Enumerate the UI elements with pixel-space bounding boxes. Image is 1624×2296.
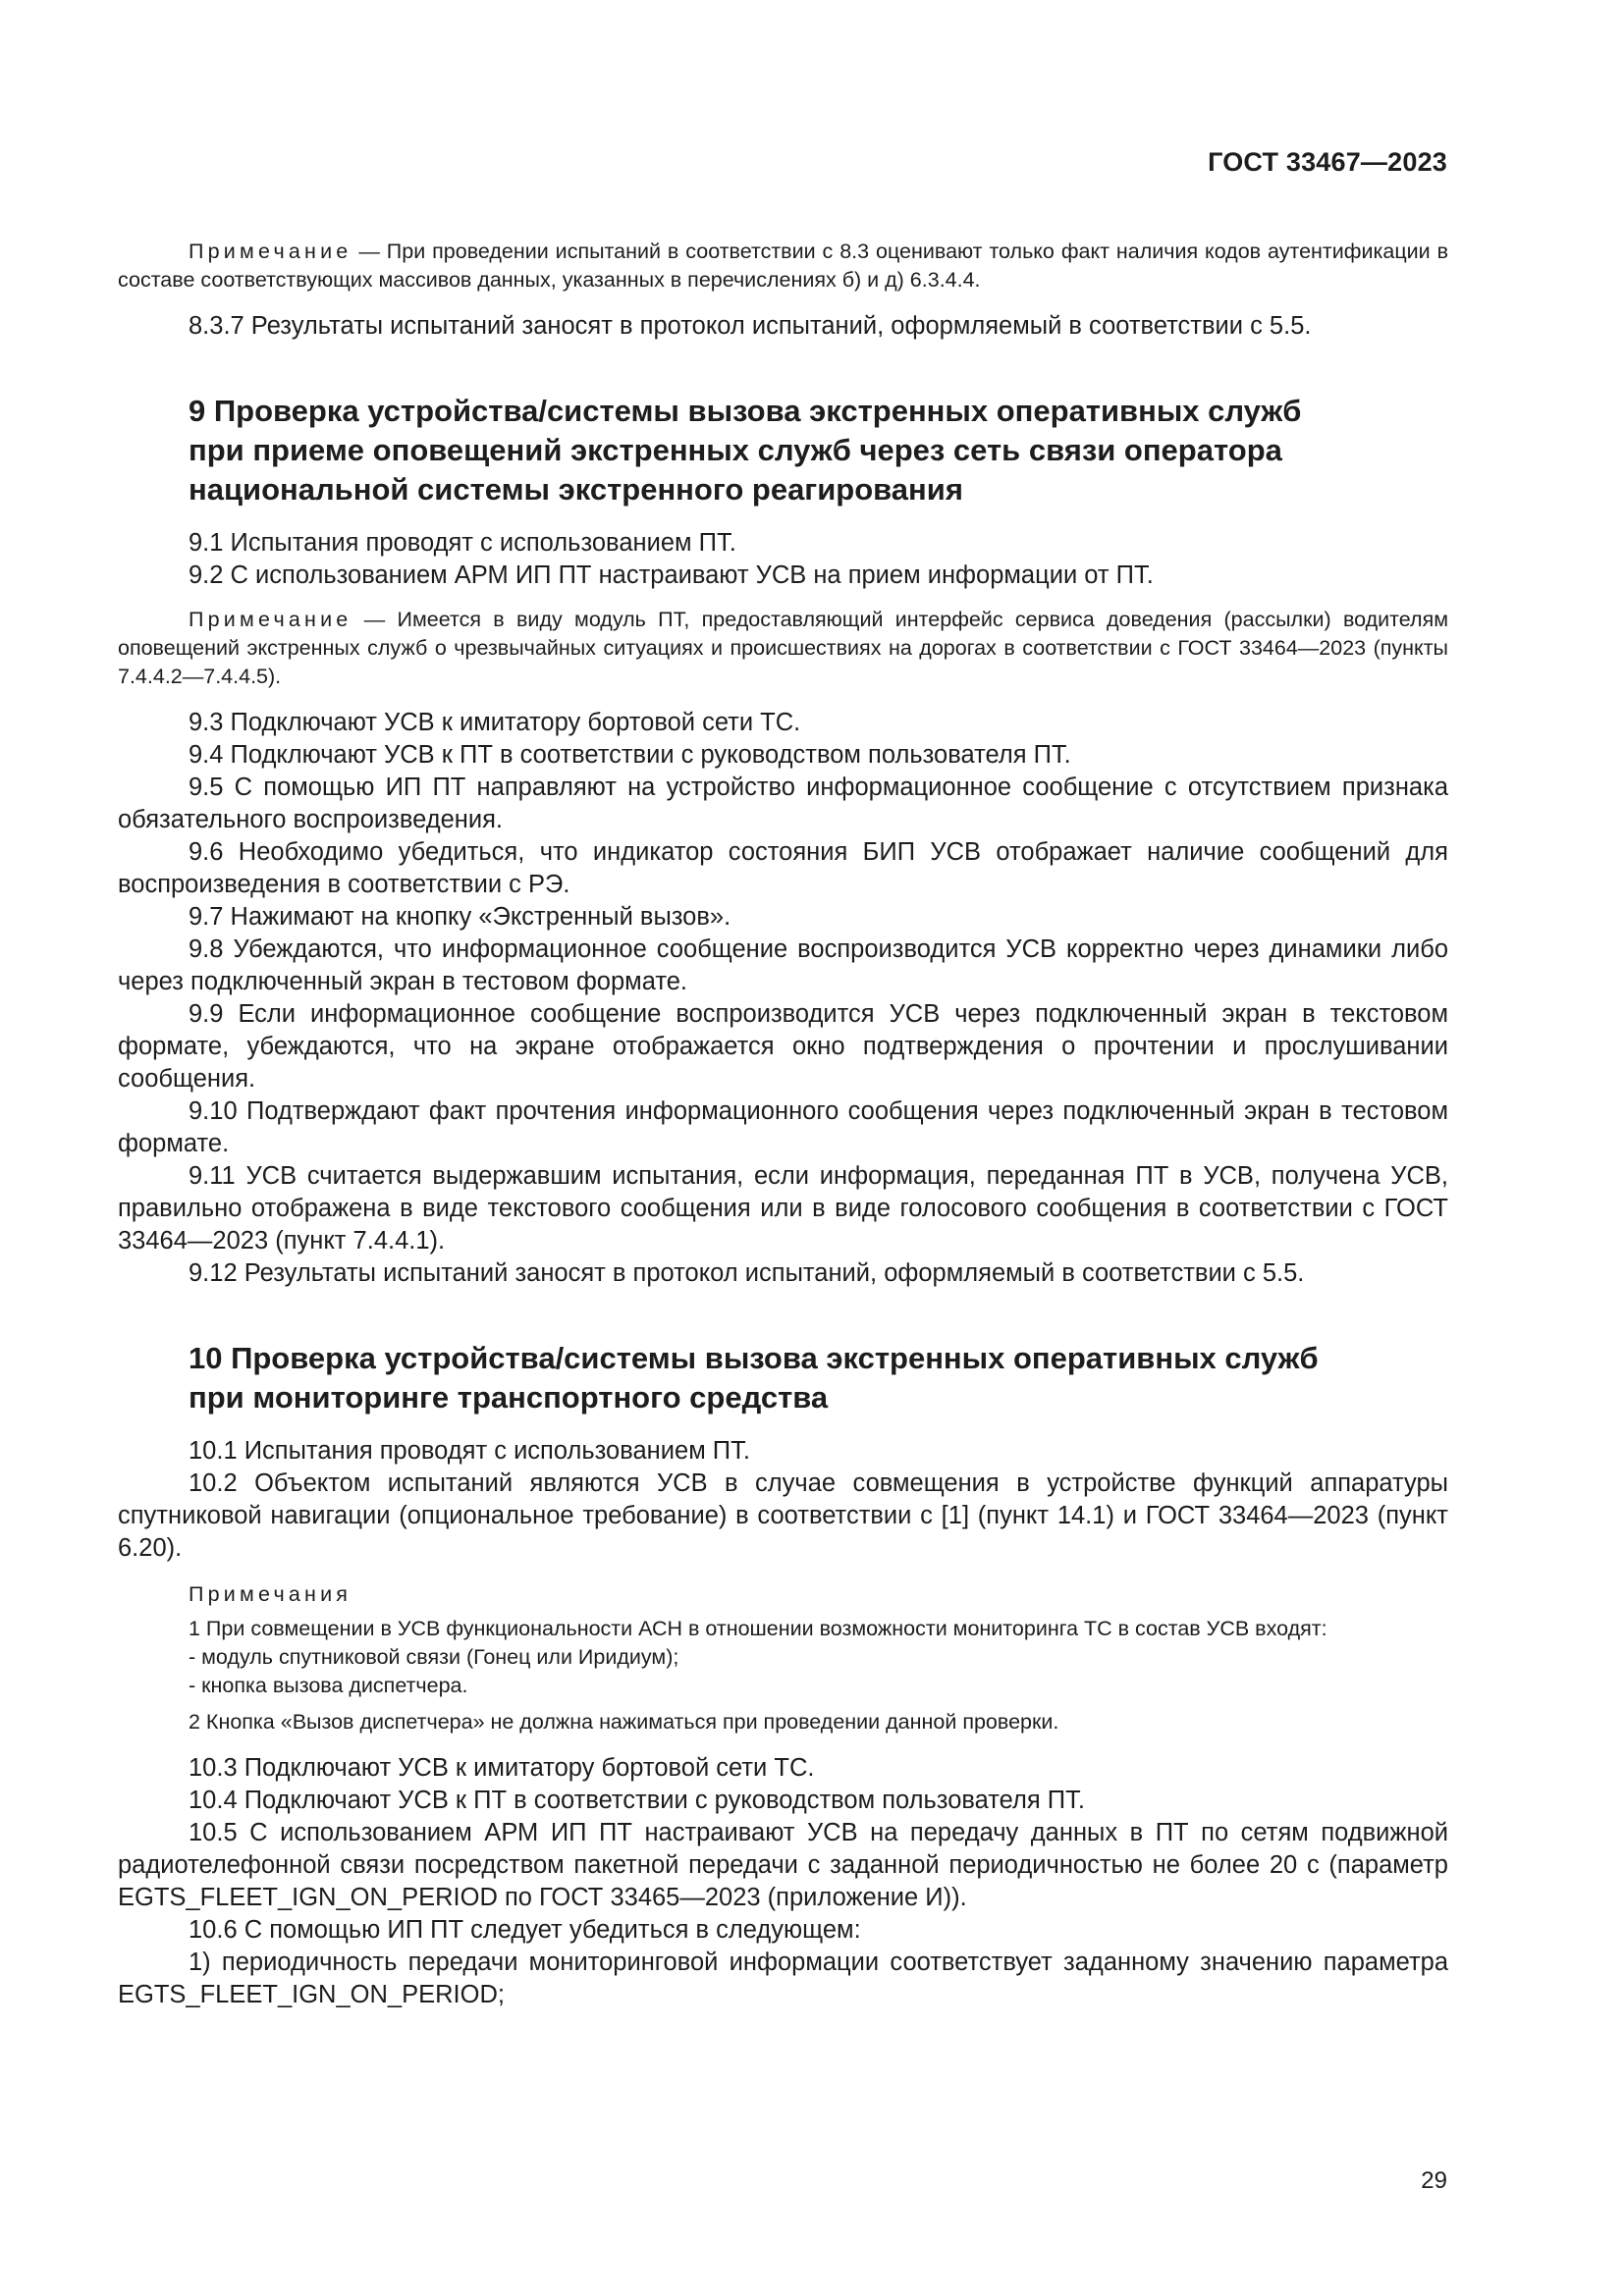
paragraph-9-2: 9.2 С использованием АРМ ИП ПТ настраивают УСВ на прием информации от ПТ. bbox=[189, 561, 1154, 589]
paragraph-9-4: 9.4 Подключают УСВ к ПТ в соответствии с руководством пользователя ПТ. bbox=[189, 741, 1071, 769]
paragraph-10-6-item-1: 1) периодичность передачи мониторинговой информации соответствует заданному значению параметра EGTS_FLEET_IGN_ON_PERIOD; bbox=[118, 1949, 1448, 2008]
paragraph-10-4: 10.4 Подключают УСВ к ПТ в соответствии с руководством пользователя ПТ. bbox=[189, 1787, 1085, 1814]
paragraph-9-7: 9.7 Нажимают на кнопку «Экстренный вызов». bbox=[189, 903, 731, 931]
note-item-2: 2 Кнопка «Вызов диспетчера» не должна нажиматься при проведении данной проверки. bbox=[189, 1710, 1059, 1734]
notes-spacer bbox=[118, 1736, 1448, 1752]
paragraph-9-11: 9.11 УСВ считается выдержавшим испытания, если информация, переданная ПТ в УСВ, получена УСВ, правильно отображена в виде текстового сообщения или в виде голосового сообщения в соответствии с ГОСТ 33464—2023 (пункт 7.4.4.1). bbox=[118, 1162, 1448, 1255]
section-10-heading bbox=[118, 1339, 1448, 1417]
note-text: — При проведении испытаний в соответствии с 8.3 оценивают только факт наличия кодов аутентификации в составе соответствующих массивов данных, указанных в перечислениях б) и д) 6.3.4.4. bbox=[118, 240, 1448, 292]
notes-label: Примечания bbox=[189, 1582, 352, 1606]
list-item: - кнопка вызова диспетчера. bbox=[189, 1674, 468, 1697]
section-9-heading bbox=[118, 392, 1448, 509]
paragraph-9-1: 9.1 Испытания проводят с использованием ПТ. bbox=[189, 529, 736, 557]
section-9-heading-line: национальной системы экстренного реагирования bbox=[189, 472, 963, 507]
list-item: - модуль спутниковой связи (Гонец или Иридиум); bbox=[189, 1645, 679, 1669]
note-label: Примечание bbox=[189, 240, 352, 263]
paragraph-9-9: 9.9 Если информационное сообщение воспроизводится УСВ через подключенный экран в текстовом формате, убеждаются, что на экране отображается окно подтверждения о прочтении и прослушивании сообщения. bbox=[118, 1000, 1448, 1093]
section-9-heading-line: при приеме оповещений экстренных служб через сеть связи оператора bbox=[189, 433, 1282, 467]
page-number: 29 bbox=[1421, 2167, 1447, 2194]
paragraph-9-6: 9.6 Необходимо убедиться, что индикатор состояния БИП УСВ отображает наличие сообщений для воспроизведения в соответствии с РЭ. bbox=[118, 838, 1448, 898]
paragraph-9-5: 9.5 С помощью ИП ПТ направляют на устройство информационное сообщение с отсутствием признака обязательного воспроизведения. bbox=[118, 774, 1448, 833]
paragraph-9-10: 9.10 Подтверждают факт прочтения информационного сообщения через подключенный экран в тестовом формате. bbox=[118, 1097, 1448, 1157]
document-id-header: ГОСТ 33467—2023 bbox=[1208, 147, 1447, 177]
note-label: Примечание bbox=[189, 608, 352, 631]
page-content bbox=[118, 224, 1448, 2011]
paragraph-10-5: 10.5 С использованием АРМ ИП ПТ настраивают УСВ на передачу данных в ПТ по сетям подвижной радиотелефонной связи посредством пакетной передачи с заданной периодичностью не более 20 с (параметр EGTS_FLEET_IGN_ON_PERIOD по ГОСТ 33465—2023 (приложение И)). bbox=[118, 1819, 1448, 1911]
paragraph-10-3: 10.3 Подключают УСВ к имитатору бортовой сети ТС. bbox=[189, 1754, 815, 1782]
section-10-heading-line: при мониторинге транспортного средства bbox=[189, 1380, 829, 1415]
paragraph-9-8: 9.8 Убеждаются, что информационное сообщение воспроизводится УСВ корректно через динамики либо через подключенный экран в тестовом формате. bbox=[118, 935, 1448, 995]
note-8-3 bbox=[118, 238, 1448, 294]
paragraph-10-2: 10.2 Объектом испытаний являются УСВ в случае совмещения в устройстве функций аппаратуры спутниковой навигации (опциональное требование) в соответствии с [1] (пункт 14.1) и ГОСТ 33464—2023 (пункт 6.20). bbox=[118, 1469, 1448, 1562]
note-item-1: 1 При совмещении в УСВ функциональности АСН в отношении возможности мониторинга ТС в состав УСВ входят: bbox=[189, 1617, 1327, 1640]
paragraph-9-3: 9.3 Подключают УСВ к имитатору бортовой сети ТС. bbox=[189, 709, 801, 736]
paragraph-10-1: 10.1 Испытания проводят с использованием ПТ. bbox=[189, 1437, 750, 1465]
note-9-2 bbox=[118, 606, 1448, 691]
section-10-heading-line: 10 Проверка устройства/системы вызова экстренных оперативных служб bbox=[189, 1341, 1319, 1375]
note-text: — Имеется в виду модуль ПТ, предоставляющий интерфейс сервиса доведения (рассылки) водителям оповещений экстренных служб о чрезвычайных ситуациях и происшествиях на дорогах в соответствии с ГОСТ 33464—2023 (пункты 7.4.4.2—7.4.4.5). bbox=[118, 608, 1448, 688]
paragraph-8-3-7: 8.3.7 Результаты испытаний заносят в протокол испытаний, оформляемый в соответствии с 5.5. bbox=[189, 312, 1312, 340]
paragraph-9-12: 9.12 Результаты испытаний заносят в протокол испытаний, оформляемый в соответствии с 5.5. bbox=[189, 1259, 1305, 1287]
paragraph-10-6: 10.6 С помощью ИП ПТ следует убедиться в следующем: bbox=[189, 1916, 861, 1944]
section-9-heading-line: 9 Проверка устройства/системы вызова экстренных оперативных служб bbox=[189, 394, 1302, 428]
